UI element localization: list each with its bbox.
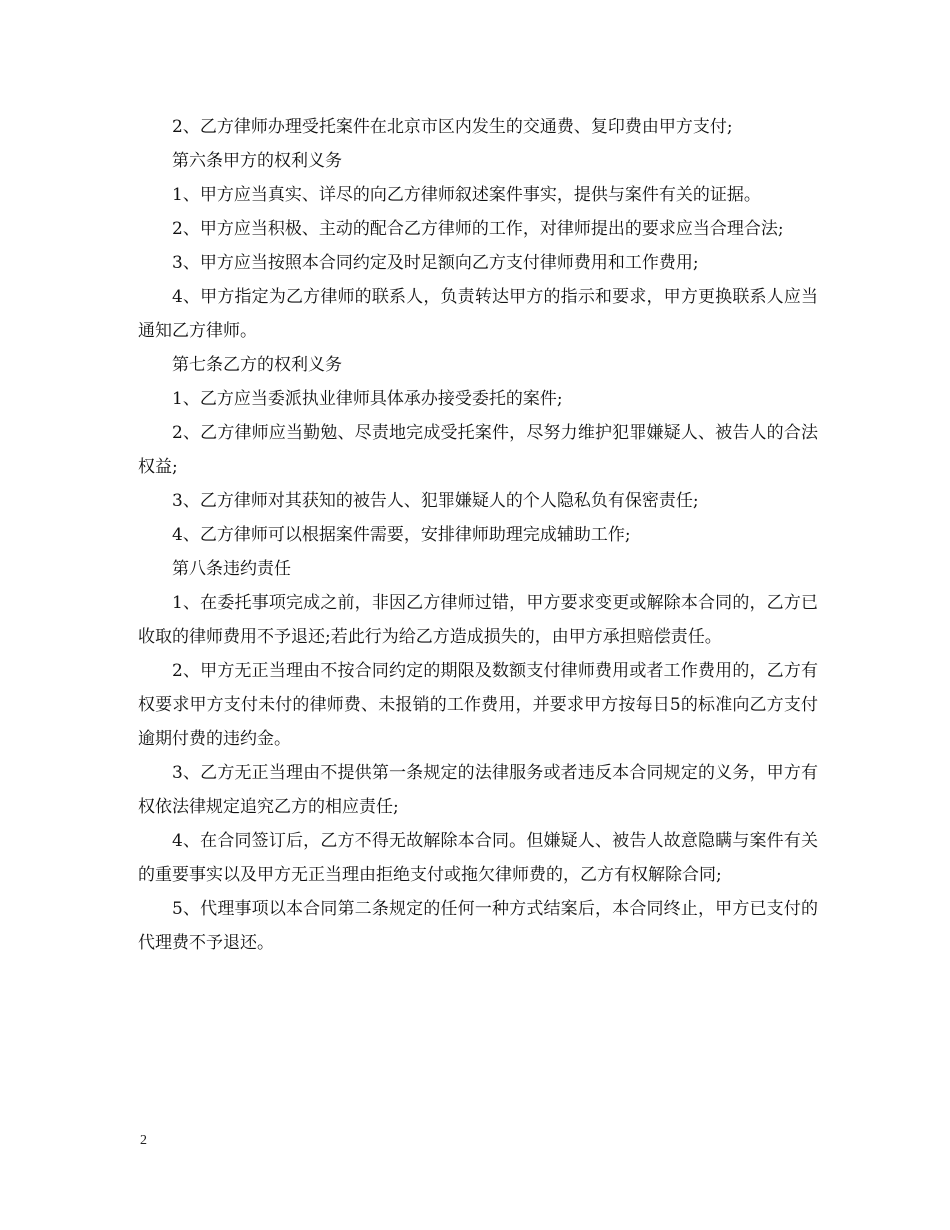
- paragraph-17: 5、代理事项以本合同第二条规定的任何一种方式结案后，本合同终止，甲方已支付的代理费不予退还。: [138, 899, 818, 953]
- section-heading-7: 第七条乙方的权利义务: [172, 355, 342, 375]
- paragraph-4: 2、甲方应当积极、主动的配合乙方律师的工作，对律师提出的要求应当合理合法;: [172, 219, 784, 239]
- paragraph-1: 2、乙方律师办理受托案件在北京市区内发生的交通费、复印费由甲方支付;: [172, 117, 733, 137]
- paragraph-8: 1、乙方应当委派执业律师具体承办接受委托的案件;: [172, 389, 563, 409]
- paragraph-10: 3、乙方律师对其获知的被告人、犯罪嫌疑人的个人隐私负有保密责任;: [172, 491, 699, 511]
- paragraph-3: 1、甲方应当真实、详尽的向乙方律师叙述案件事实，提供与案件有关的证据。: [172, 185, 761, 205]
- paragraph-5: 3、甲方应当按照本合同约定及时足额向乙方支付律师费用和工作费用;: [172, 253, 699, 273]
- paragraph-9: 2、乙方律师应当勤勉、尽责地完成受托案件，尽努力维护犯罪嫌疑人、被告人的合法权益;: [138, 423, 818, 477]
- section-heading-8: 第八条违约责任: [172, 559, 291, 579]
- paragraph-14: 2、甲方无正当理由不按合同约定的期限及数额支付律师费用或者工作费用的，乙方有权要求甲方支付未付的律师费、未报销的工作费用，并要求甲方按每日5的标准向乙方支付逾期付费的违约金。: [138, 661, 818, 749]
- paragraph-16: 4、在合同签订后，乙方不得无故解除本合同。但嫌疑人、被告人故意隐瞒与案件有关的重要事实以及甲方无正当理由拒绝支付或拖欠律师费的，乙方有权解除合同;: [138, 831, 818, 885]
- section-heading-6: 第六条甲方的权利义务: [172, 151, 342, 171]
- page-number: 2: [140, 1133, 147, 1148]
- paragraph-15: 3、乙方无正当理由不提供第一条规定的法律服务或者违反本合同规定的义务，甲方有权依法律规定追究乙方的相应责任;: [138, 763, 818, 817]
- paragraph-13: 1、在委托事项完成之前，非因乙方律师过错，甲方要求变更或解除本合同的，乙方已收取的律师费用不予退还;若此行为给乙方造成损失的，由甲方承担赔偿责任。: [138, 593, 818, 647]
- paragraph-11: 4、乙方律师可以根据案件需要，安排律师助理完成辅助工作;: [172, 525, 631, 545]
- paragraph-6: 4、甲方指定为乙方律师的联系人，负责转达甲方的指示和要求，甲方更换联系人应当通知乙方律师。: [138, 287, 818, 341]
- document-body: [138, 110, 818, 960]
